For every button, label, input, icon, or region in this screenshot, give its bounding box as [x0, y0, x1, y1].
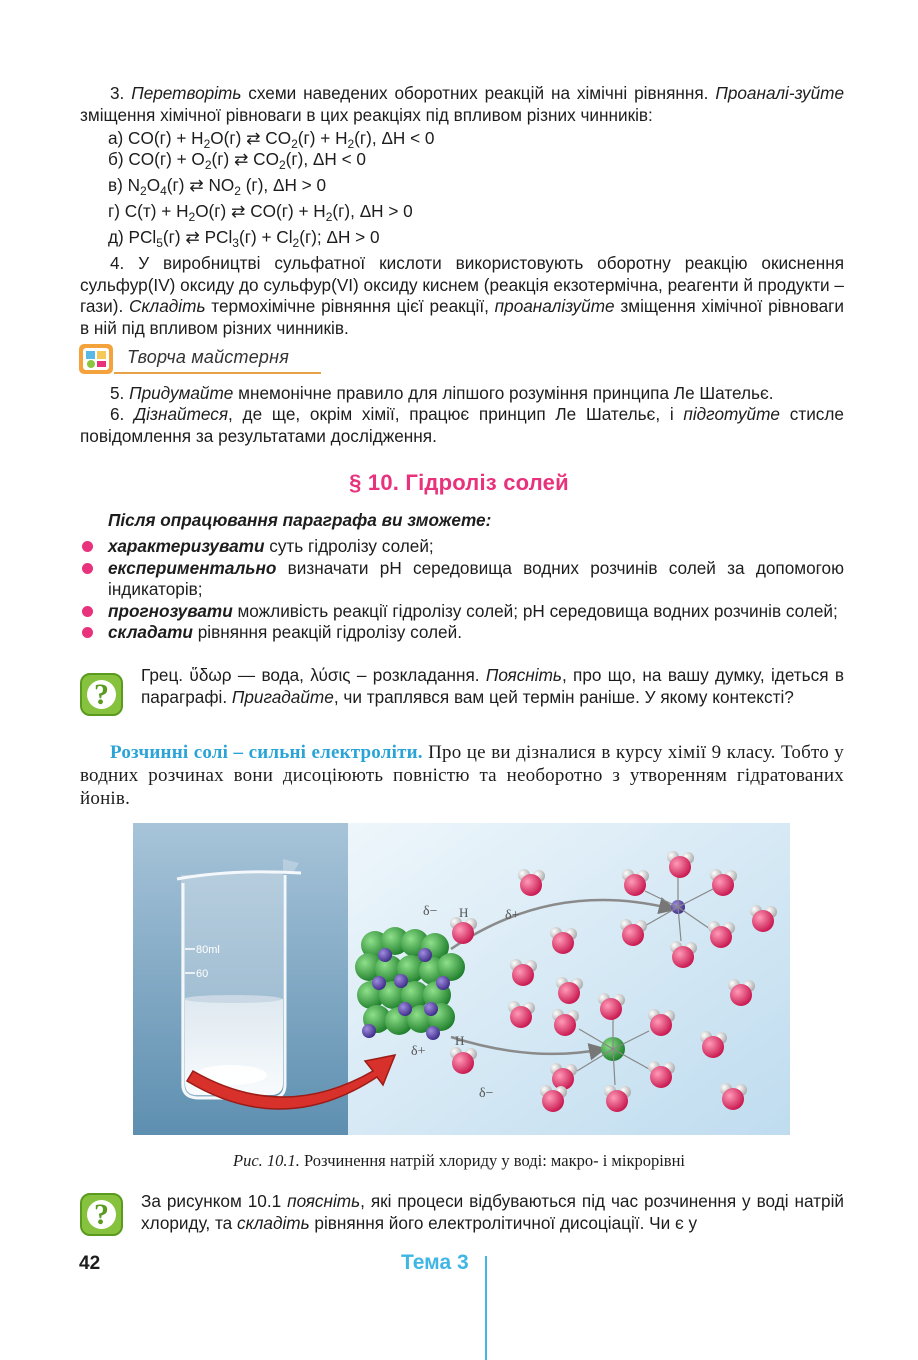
- svg-text:δ−: δ−: [479, 1086, 494, 1101]
- task-6: 6. Дізнайтеся, де ще, окрім хімії, працює принцип Ле Шательє, і підготуйте стисле повідомлення за результатами дослідження.: [80, 404, 844, 446]
- svg-text:δ+: δ+: [411, 1044, 426, 1059]
- bullet-dot: [82, 606, 93, 617]
- svg-text:H: H: [455, 1033, 465, 1048]
- equation-b: б) $CO(г) + O_2(г)$ ⇄ $CO_2(г)$, ΔH < 0: [108, 149, 366, 172]
- equation-e: д) PCl$_5$(г) ⇄ $PCl_3(г) + Cl_2(г)$; ΔH > 0: [108, 227, 380, 250]
- equation-c: в) $N_2O_4(г)$ ⇄ $NO_2$ (г), ΔH > 0: [108, 175, 327, 198]
- svg-text:H: H: [459, 905, 469, 920]
- bullet-dot: [82, 563, 93, 574]
- svg-text:δ+: δ+: [505, 908, 520, 923]
- nacl-crystal: [355, 927, 465, 1040]
- task-4: 4. У виробництві сульфатної кислоти використовують оборотну реакцію окиснення сульфур(IV) оксиду до сульфур(VI) оксиду киснем (реакція екзотермічна, реагенти й продукти – гази). Складіть термохімічне рівняння цієї реакції, проаналізуйте зміщення хімічної рівноваги в ній під впливом різних чинників.: [80, 253, 845, 338]
- question-intro: Грец. ὕδωρ — вода, λύσις – розкладання. Поясніть, про що, на вашу думку, ідеться в параграфі. Пригадайте, чи траплявся вам цей термін раніше. У якому контексті?: [141, 665, 845, 707]
- list-item: експериментально визначати pH середовища водних розчинів солей за допомогою індикаторів;: [80, 558, 844, 601]
- workshop-icon: [78, 343, 114, 375]
- equation-a: а) $CO(г) + H_2O(г)$ ⇄ $CO_2(г) + H_2(г)$, ΔH < 0: [108, 128, 435, 151]
- task-3: 3. Перетворіть схеми наведених оборотних реакцій на хімічні рівняння. Проаналі-зуйте зміщення хімічної рівноваги в цих реакціях під впливом різних чинників:: [80, 83, 845, 125]
- list-item: прогнозувати можливість реакції гідролізу солей; pH середовища водних розчинів солей;: [80, 601, 844, 623]
- learning-goals-list: [80, 536, 844, 644]
- bullet-dot: [82, 541, 93, 552]
- list-item: характеризувати суть гідролізу солей;: [80, 536, 844, 558]
- beaker-mark-80: 80ml: [196, 944, 220, 956]
- list-item: складати рівняння реакцій гідролізу солей.: [80, 622, 844, 644]
- svg-text:δ−: δ−: [423, 904, 438, 919]
- section-title: § 10. Гідроліз солей: [349, 470, 569, 495]
- learning-goals-heading: Після опрацювання параграфа ви зможете:: [108, 510, 492, 530]
- nacl-dissolution-illustration: [133, 823, 790, 1135]
- beaker-mark-60: 60: [196, 968, 209, 980]
- figure-10-1: [133, 823, 790, 1135]
- bullet-dot: [82, 627, 93, 638]
- figure-caption: Рис. 10.1. Розчинення натрій хлориду у воді: макро- і мікрорівні: [233, 1151, 685, 1170]
- workshop-underline: [114, 372, 321, 374]
- workshop-title: Творча майстерня: [127, 347, 290, 367]
- page-number: 42: [79, 1253, 101, 1274]
- task-5: 5. Придумайте мнемонічне правило для ліпшого розуміння принципа Ле Шательє.: [110, 383, 774, 403]
- footer-divider: [485, 1256, 487, 1360]
- equation-d: г) $C(т) + H_2O(г)$ ⇄ $CO(г) + H_2(г)$, ΔH > 0: [108, 201, 413, 224]
- question-icon: ?: [80, 673, 123, 716]
- creative-workshop-header: [78, 343, 321, 375]
- topic-label: Тема 3: [401, 1251, 469, 1274]
- question-icon: ?: [80, 1193, 123, 1236]
- question-figure: За рисунком 10.1 поясніть, які процеси відбуваються під час розчинення у воді натрій хлориду, та складіть рівняння його електролітичної дисоціації. Чи є у: [141, 1191, 844, 1233]
- lead-paragraph: Розчинні солі – сильні електроліти. Про це ви дізналися в курсу хімії 9 класу. Тобто у водних розчинах вони дисоціюють повністю та необоротно з утворенням гідратованих йонів.: [80, 742, 844, 809]
